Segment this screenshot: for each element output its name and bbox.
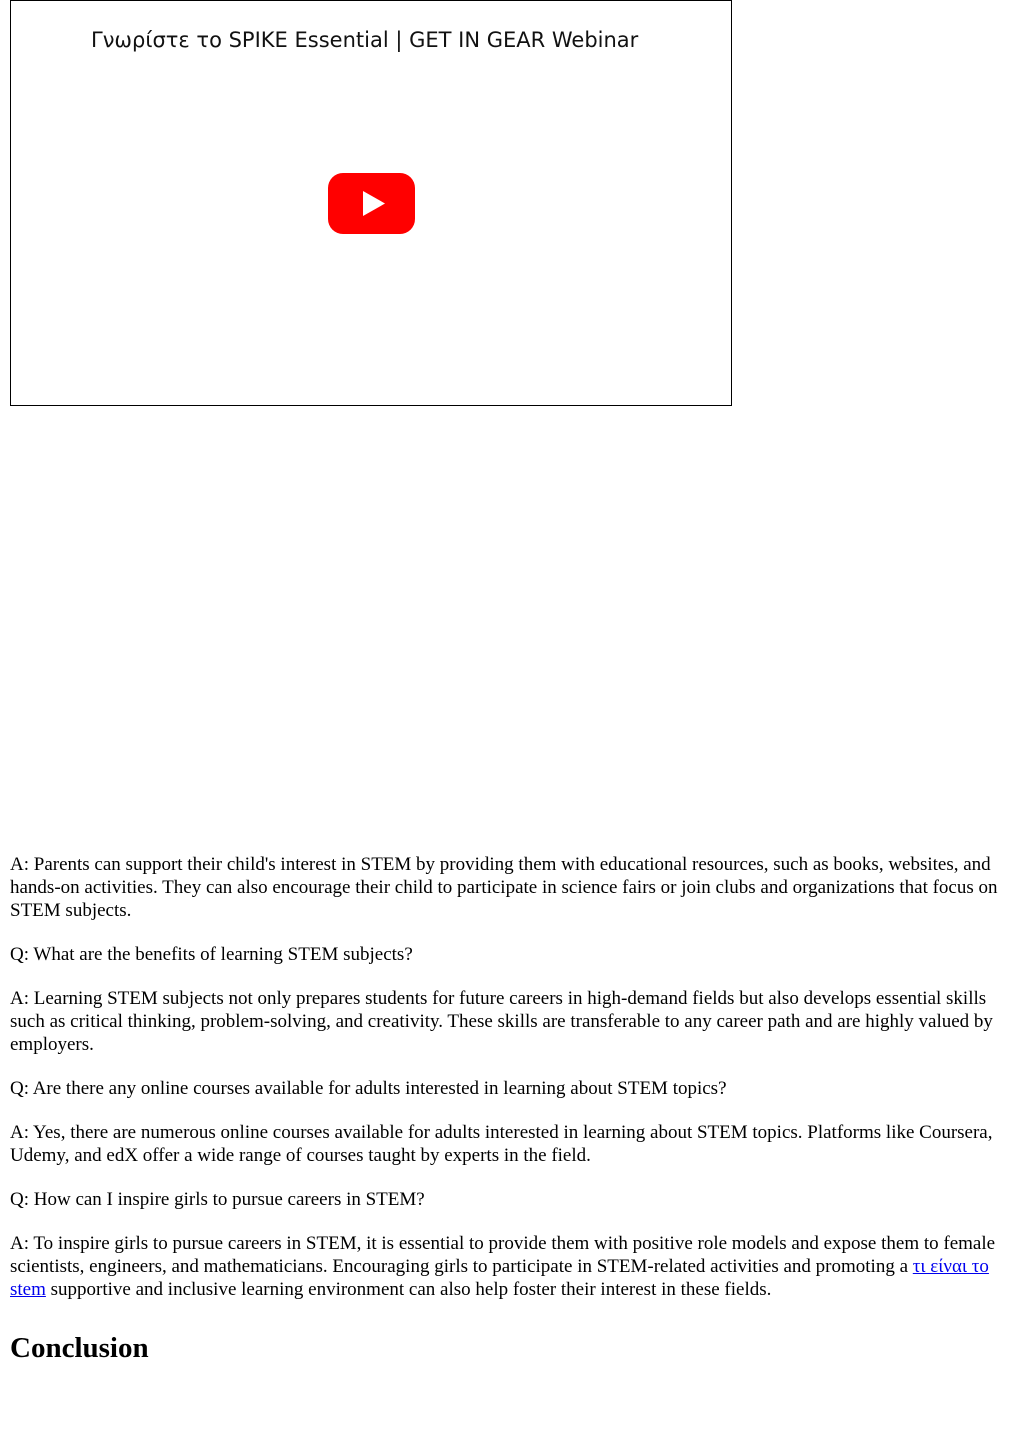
faq-answer-4 bbox=[10, 1232, 1005, 1301]
faq-answer-3: A: Yes, there are numerous online courses available for adults interested in learning about STEM topics. Platforms like Coursera, Udemy, and edX offer a wide range of courses taught by experts in the field. bbox=[10, 1122, 993, 1166]
faq-answer-4-text-before: A: To inspire girls to pursue careers in STEM, it is essential to provide them with positive role models and expose them to female scientists, engineers, and mathematicians. Encouraging girls to participate in STEM-related activities and promoting a bbox=[10, 1233, 996, 1277]
conclusion-heading: Conclusion bbox=[10, 1332, 149, 1364]
stem-link[interactable]: τι είναι το stem bbox=[10, 1256, 989, 1300]
faq-question-3: Q: Are there any online courses available for adults interested in learning about STEM topics? bbox=[10, 1078, 727, 1099]
article-content bbox=[10, 853, 1005, 1365]
faq-answer-4-text-after: supportive and inclusive learning environment can also help foster their interest in these fields. bbox=[45, 1279, 772, 1300]
video-title[interactable]: Γνωρίστε το SPIKE Essential | GET IN GEAR Webinar bbox=[91, 28, 639, 52]
faq-answer-2: A: Learning STEM subjects not only prepares students for future careers in high-demand fields but also develops essential skills such as critical thinking, problem-solving, and creativity. These skills are transferable to any career path and are highly valued by employers. bbox=[10, 988, 993, 1055]
play-button[interactable] bbox=[328, 173, 415, 234]
faq-question-4: Q: How can I inspire girls to pursue careers in STEM? bbox=[10, 1189, 425, 1210]
faq-question-2: Q: What are the benefits of learning STEM subjects? bbox=[10, 944, 413, 965]
embedded-video[interactable] bbox=[10, 0, 732, 406]
faq-answer-1: A: Parents can support their child's interest in STEM by providing them with educational resources, such as books, websites, and hands-on activities. They can also encourage their child to participate in science fairs or join clubs and organizations that focus on STEM subjects. bbox=[10, 854, 998, 921]
play-icon bbox=[328, 173, 415, 234]
